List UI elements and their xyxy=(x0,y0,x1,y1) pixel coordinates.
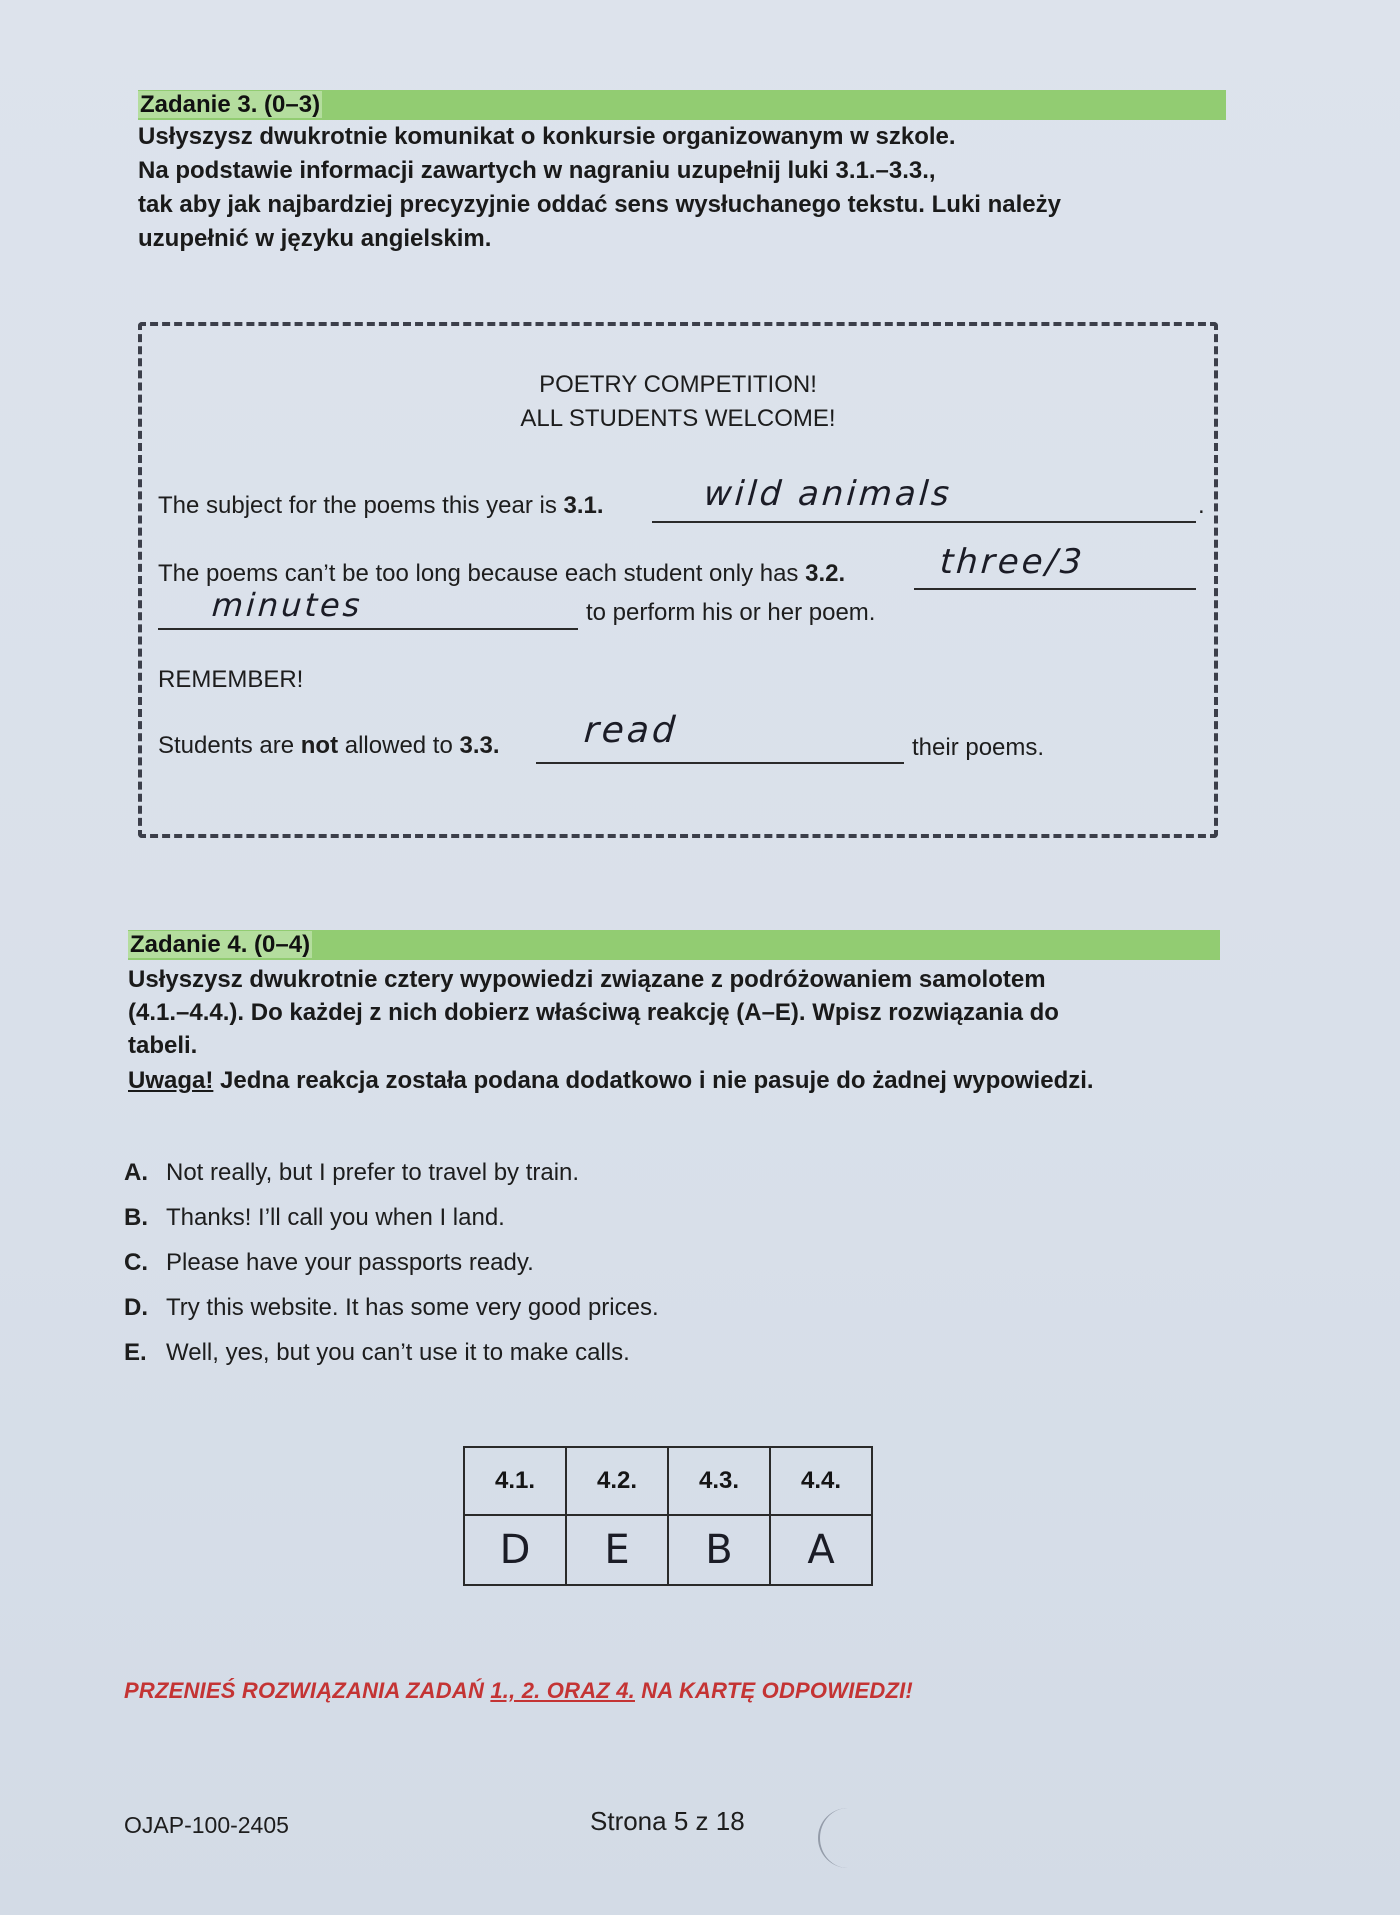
pencil-mark xyxy=(818,1808,860,1868)
option-text: Please have your passports ready. xyxy=(166,1249,534,1276)
gap-3-2-answer-part1[interactable]: three/3 xyxy=(938,542,1087,582)
answer-table-answer-row xyxy=(464,1515,872,1585)
notice-task-numbers: 1., 2. ORAZ 4. xyxy=(490,1678,635,1703)
task3-number: Zadanie 3. xyxy=(140,91,258,118)
emphasis-not: not xyxy=(300,732,339,759)
option-c xyxy=(124,1240,659,1285)
gap-3-1-line xyxy=(652,521,1196,523)
exam-code: OJAP-100-2405 xyxy=(124,1812,289,1838)
task3-instruction-line: uzupełnić w języku angielskim. xyxy=(138,225,492,252)
task3-instruction-line: Usłyszysz dwukrotnie komunikat o konkursie organizowanym w szkole. xyxy=(138,123,956,150)
note-text: Jedna reakcja została podana dodatkowo i nie pasuje do żadnej wypowiedzi. xyxy=(220,1067,1094,1094)
gap-3-3-answer[interactable]: read xyxy=(582,710,680,751)
sentence-text: to perform his or her poem. xyxy=(586,599,876,626)
task4-instruction-line: (4.1.–4.4.). Do każdej z nich dobierz właściwą reakcję (A–E). Wpisz rozwiązania do xyxy=(128,999,1059,1026)
option-b xyxy=(124,1195,659,1240)
answer-table-header: 4.2. xyxy=(566,1447,668,1515)
gap-3-1-sentence xyxy=(158,492,604,520)
option-letter: C. xyxy=(124,1249,148,1276)
notice-text: PRZENIEŚ ROZWIĄZANIA ZADAŃ xyxy=(124,1678,485,1703)
sentence-text: allowed to xyxy=(344,732,453,759)
remember-label: REMEMBER! xyxy=(158,666,304,693)
answer-table-header-row xyxy=(464,1447,872,1515)
gap-3-1-answer[interactable]: wild animals xyxy=(702,474,954,514)
task3-instruction-line: tak aby jak najbardziej precyzyjnie oddać sens wysłuchanego tekstu. Luki należy xyxy=(138,191,1062,218)
gap-3-3-sentence xyxy=(158,732,500,760)
task3-header xyxy=(138,90,1226,120)
answer-table xyxy=(463,1446,873,1586)
task3-instruction-line: Na podstawie informacji zawartych w nagraniu uzupełnij luki 3.1.–3.3., xyxy=(138,157,936,184)
option-text: Thanks! I’ll call you when I land. xyxy=(166,1204,505,1231)
gap-number: 3.1. xyxy=(563,492,604,519)
task4-instruction-line: tabeli. xyxy=(128,1032,198,1059)
task4-instructions xyxy=(128,963,1248,1097)
transfer-answers-notice xyxy=(124,1678,913,1704)
option-a xyxy=(124,1150,659,1195)
answer-table-header: 4.4. xyxy=(770,1447,872,1515)
note-label: Uwaga! xyxy=(128,1067,214,1094)
gap-number: 3.3. xyxy=(459,732,500,759)
option-letter: A. xyxy=(124,1159,148,1186)
page-number: Strona 5 z 18 xyxy=(590,1806,745,1836)
gap-3-2-answer-part2[interactable]: minutes xyxy=(210,586,364,624)
sentence-text: Students are xyxy=(158,732,295,759)
gap-3-2-line-continued xyxy=(158,628,578,630)
sentence-period: . xyxy=(1198,492,1205,519)
answer-cell-4-1[interactable]: D xyxy=(464,1515,566,1585)
option-d xyxy=(124,1285,659,1330)
task4-number: Zadanie 4. xyxy=(130,931,248,958)
answer-cell-4-2[interactable]: E xyxy=(566,1515,668,1585)
gap-number: 3.2. xyxy=(805,560,846,587)
task4-instruction-line: Usłyszysz dwukrotnie cztery wypowiedzi związane z podróżowaniem samolotem xyxy=(128,966,1046,993)
gap-3-2-sentence xyxy=(158,560,845,588)
poster-box xyxy=(138,322,1218,838)
sentence-text: The subject for the poems this year is xyxy=(158,492,557,519)
sentence-text: The poems can’t be too long because each student only has xyxy=(158,560,799,587)
answer-cell-4-4[interactable]: A xyxy=(770,1515,872,1585)
poster-title-line2: ALL STUDENTS WELCOME! xyxy=(520,405,836,432)
sentence-text: their poems. xyxy=(912,734,1045,761)
answer-table-header: 4.3. xyxy=(668,1447,770,1515)
option-letter: B. xyxy=(124,1204,148,1231)
reaction-options xyxy=(124,1150,659,1375)
task4-note xyxy=(128,1064,1248,1097)
option-letter: E. xyxy=(124,1339,147,1366)
task4-header xyxy=(128,930,1220,960)
option-text: Not really, but I prefer to travel by train. xyxy=(166,1159,580,1186)
task3-instructions xyxy=(138,120,1238,256)
option-text: Try this website. It has some very good prices. xyxy=(166,1294,659,1321)
option-letter: D. xyxy=(124,1294,148,1321)
task4-points: (0–4) xyxy=(254,931,311,958)
gap-3-3-line xyxy=(536,762,904,764)
notice-text: NA KARTĘ ODPOWIEDZI! xyxy=(641,1678,913,1703)
option-text: Well, yes, but you can’t use it to make calls. xyxy=(166,1339,630,1366)
option-e xyxy=(124,1330,659,1375)
poster-title-line1: POETRY COMPETITION! xyxy=(539,371,817,398)
answer-cell-4-3[interactable]: B xyxy=(668,1515,770,1585)
answer-table-header: 4.1. xyxy=(464,1447,566,1515)
task3-points: (0–3) xyxy=(264,91,321,118)
gap-3-2-line xyxy=(914,588,1196,590)
